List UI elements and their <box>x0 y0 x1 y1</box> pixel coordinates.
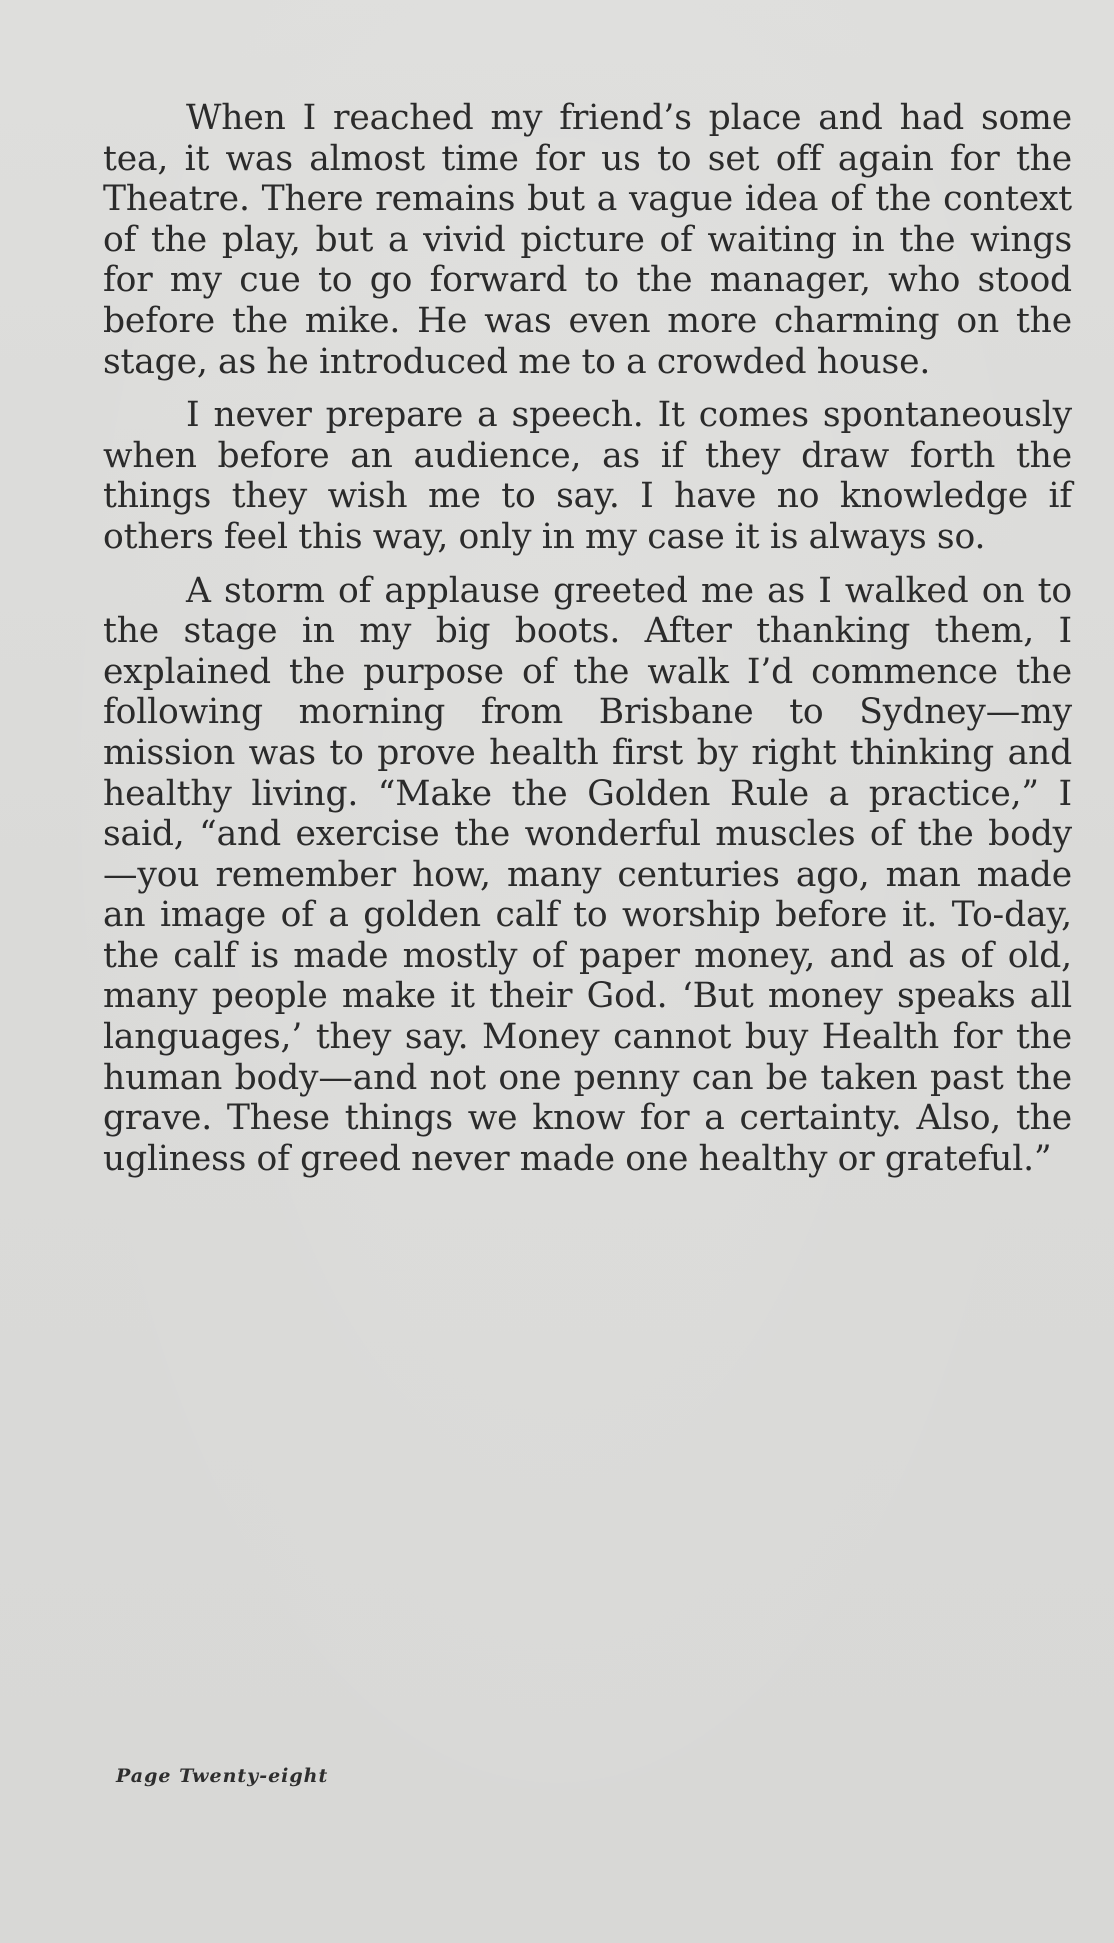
paragraph-2: I never prepare a speech. It comes spontaneously when before an audience, as if they draw forth the things they wish me to say. I have no knowledge if others feel this way, only in my case it is always so. <box>103 395 1072 557</box>
page-number-footer: Page Twenty-eight <box>116 1765 329 1787</box>
body-text <box>103 98 1072 1192</box>
paragraph-1: When I reached my friend’s place and had some tea, it was almost time for us to set off again for the Theatre. There remains but a vague idea of the context of the play, but a vivid picture of waiting in the wings for my cue to go forward to the manager, who stood before the mike. He was even more charming on the stage, as he introduced me to a crowded house. <box>103 98 1072 382</box>
paragraph-3: A storm of applause greeted me as I walked on to the stage in my big boots. After thanking them, I explained the purpose of the walk I’d commence the following morning from Brisbane to Sydney—my mission was to prove health first by right thinking and healthy living. “Make the Golden Rule a practice,” I said, “and exercise the wonderful muscles of the body—you remember how, many centuries ago, man made an image of a golden calf to worship before it. To-day, the calf is made mostly of paper money, and as of old, many people make it their God. ‘But money speaks all languages,’ they say. Money cannot buy Health for the human body—and not one penny can be taken past the grave. These things we know for a certainty. Also, the ugliness of greed never made one healthy or grateful.” <box>103 570 1072 1179</box>
